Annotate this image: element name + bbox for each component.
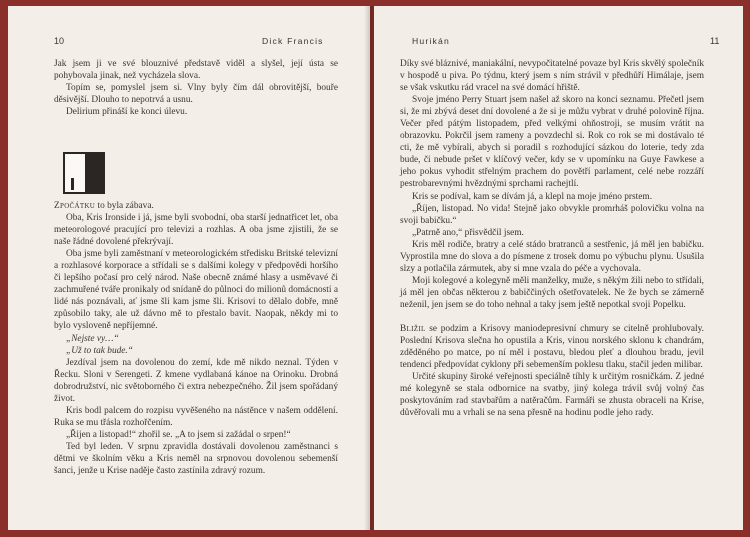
chapter-mark-tick [71,178,74,190]
left-page [8,6,370,530]
paragraph: Moji kolegové a kolegyně měli manželky, muže, s někým žili nebo to střídali, já měl jen občas některou z babiččiných ošetřovatelek. Ne že bych se zámerně neženil, jen jsem se do toho nehnal a taky jsem ještě nepotkal svoji Popelku. [400,275,704,310]
paragraph: Díky své bláznivé, maniakální, nevypočitatelné povaze byl Kris skvělý společník v hospodě u piva. Po týdnu, který jsem s ním strávil v předhůří Himálaje, jsem se však vskutku rád vracel na své domácí hřiště. [400,59,704,94]
left-page-number: 10 [54,36,65,46]
left-main-text [54,200,338,477]
right-running-head: Hurikán [412,36,451,46]
section-rest: se podzim a Krisovy maniodepresivní chmury se citelně prohlubovaly. Poslední Krisova slečna ho opustila a Kris, vinou norského sklonu k chandrám, zděděného po matce, po ní měl i postavu, bledou pleť a dlouhou bradu, jevil tendenci předpovídat cyklony při sebemenším poklesu tlaku, stačil jeden milibar. [400,323,704,371]
paragraph: „Nejste vy…“ [66,333,119,344]
paragraph: „Už to tak bude.“ [66,345,133,356]
paragraph: Kris měl rodiče, bratry a celé stádo bratranců a sestřenic, já měl jen babičku. Vyprostila mne do slova a do písmene z trosek domu po výbuchu plynu. Usušila slzy a potlačila zármutek, aby si mne vzala do péče a vychovala. [400,239,704,274]
right-main-text [400,58,704,419]
paragraph: Určité skupiny široké veřejnosti speciálně tíhly k určitým rosničkám. Z jedné mé kolegyně se stala odbornice na svatby, jiný kolega trávil svůj volný čas poskytováním rad stavbařům a natěračům. Farmáři se zhusta obraceli na Krise, důvěřovali mu a vrhali se na sena přesně na hodinu podle jeho rady. [400,372,704,419]
paragraph: Topím se, pomyslel jsem si. Vlny byly čím dál obrovitější, bouře děsivější. Dlouho to nepotrvá a usnu. [54,83,338,106]
paragraph: Oba, Kris Ironside i já, jsme byli svobodní, oba starší jednatřicet let, oba meteorologové pracující pro televizi a rozhlas. A oba jsme zjistili, že se naše řádné dovolené překrývají. [54,213,338,248]
left-top-text [54,58,338,118]
chapter-opening [54,200,338,212]
opening-smallcaps: Zpočátku [54,201,96,211]
paragraph: Jak jsem ji ve své blouznivé představě viděl a slyšel, její ústa se pohybovala jinak, než vycházela slova. [54,59,338,82]
paragraph: „Patrně ano,“ přisvědčil jsem. [412,227,524,238]
opening-rest: to byla zábava. [95,201,154,211]
section-smallcaps: Bližil [400,323,426,334]
right-page [374,6,743,530]
paragraph: Ted byl leden. V srpnu zpravidla dostávali dovolenou zaměstnanci s dětmi ve školním věku a Kris neměl na srpnovou dovolenou sebemenší šanci, jenže u Krise naděje často zastínila zdravý rozum. [54,441,338,477]
paragraph: „Říjen, listopad. No vida! Stejně jako obvykle promrháš polovičku volna na svoji babičku.“ [400,203,704,226]
paragraph: Svoje jméno Perry Stuart jsem našel až skoro na konci seznamu. Přečetl jsem si, že mi zbývá deset dní dovolené a že si je můžu vybrat v druhé polovině října. Večer před pátým listopadem, před velkými ohňostroji, se musím vrátit na obrazovku. Pokrčil jsem rameny a povzdechl si. Rok co rok se mi dostávalo té cti, že mě vybírali, abych si poradil s rozhodující sázkou do loterie, tedy zda bude, či nebude pršet v klíčový večer, kdy se v upomínku na Guye Fawkese a jeho pokus vyhodit střelným prachem do povětří parlament, celé nebe rozzáří pestrobarevnými hvězdnými sprchami rachejtlí. [400,95,704,190]
paragraph: Jezdíval jsem na dovolenou do zemí, kde mě nikdo neznal. Týden v Řecku. Sloni v Serengeti. Z kmene vydlabaná kánoe na Orinoku. Drobná dobrodružství, nic světoborného či extra nebezpečného. Žil jsem spořádaný život. [54,357,338,404]
paragraph: „Řijen a listopad!“ zhořil se. „A to jsem si zažádal o srpen!“ [66,429,291,440]
chapter-mark-block [85,154,103,192]
paragraph: Kris se podíval, kam se dívám já, a klepl na moje jméno prstem. [412,191,653,202]
chapter-mark-icon [63,152,105,194]
paragraph: Oba jsme byli zaměstnaní v meteorologickém středisku Britské televizní a rozhlasové korporace a střídali se s dalšími kolegy v předpovědi horšího či lepšího počasí pro celý národ. Naše obecně známé hlasy a usměvavé či zachmuřené tváře pronikaly od snídaně do půlnoci do milionů domácností a lidé nás poznávali, ať jsme šli kam jsme šli. Krisovi to dělalo dobře, mně způsobilo taky, ale už dávno mě to přestalo bavit. Naopak, někdy mi to bylo vysloveně nepříjemné. [54,249,338,332]
right-page-number: 11 [710,36,720,46]
paragraph: Kris bodl palcem do rozpisu vyvěšeného na nástěnce v našem oddělení. Ruka se mu třásla rozhořčením. [54,405,338,428]
left-running-head: Dick Francis [262,36,324,46]
section-opening [400,323,704,371]
paragraph: Delirium přináší ke konci úlevu. [66,107,188,118]
